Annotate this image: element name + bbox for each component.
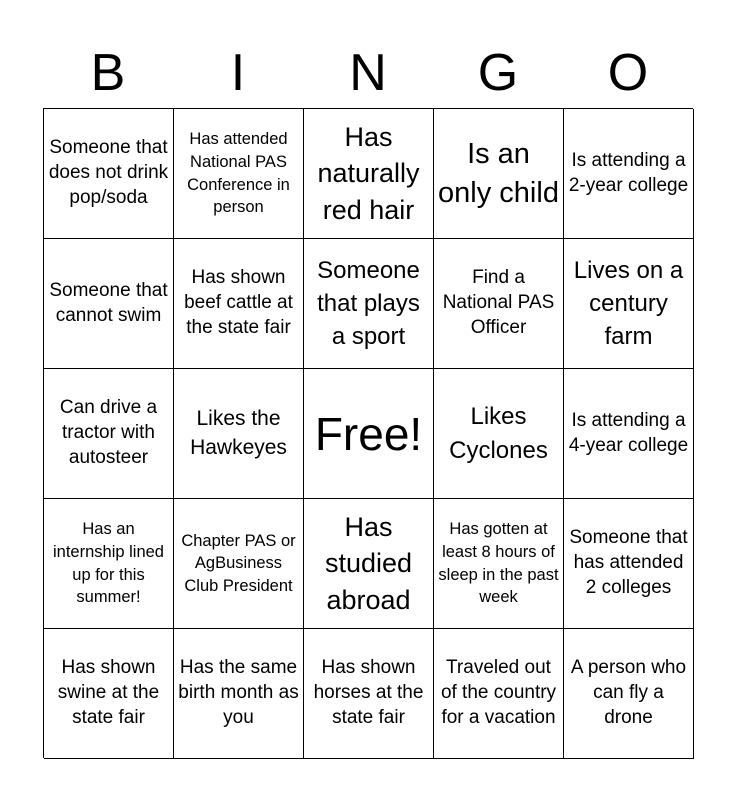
bingo-cell: A person who can fly a drone (564, 629, 694, 759)
bingo-cell: Find a National PAS Officer (434, 239, 564, 369)
bingo-cell: Has shown beef cattle at the state fair (174, 239, 304, 369)
bingo-cell: Has an internship lined up for this summer! (44, 499, 174, 629)
header-letter-g: G (477, 44, 519, 102)
bingo-cell: Has shown swine at the state fair (44, 629, 174, 759)
bingo-cell: Is an only child (434, 109, 564, 239)
bingo-cell: Has attended National PAS Conference in person (174, 109, 304, 239)
bingo-cell: Chapter PAS or AgBusiness Club President (174, 499, 304, 629)
bingo-cell: Likes Cyclones (434, 369, 564, 499)
bingo-header (43, 40, 693, 106)
bingo-cell: Is attending a 2-year college (564, 109, 694, 239)
header-letter-o: O (607, 44, 649, 102)
bingo-cell: Someone that plays a sport (304, 239, 434, 369)
bingo-cell: Has naturally red hair (304, 109, 434, 239)
bingo-cell: Has the same birth month as you (174, 629, 304, 759)
header-letter-n: N (349, 44, 387, 102)
bingo-cell: Traveled out of the country for a vacation (434, 629, 564, 759)
header-letter-b: B (90, 44, 126, 102)
bingo-cell: Lives on a century farm (564, 239, 694, 369)
bingo-cell: Can drive a tractor with autosteer (44, 369, 174, 499)
bingo-cell: Has gotten at least 8 hours of sleep in the past week (434, 499, 564, 629)
bingo-cell: Has studied abroad (304, 499, 434, 629)
bingo-cell: Someone that does not drink pop/soda (44, 109, 174, 239)
bingo-grid (43, 108, 693, 758)
bingo-cell: Someone that cannot swim (44, 239, 174, 369)
header-letter-i: I (230, 44, 246, 102)
bingo-cell: Likes the Hawkeyes (174, 369, 304, 499)
bingo-cell: Someone that has attended 2 colleges (564, 499, 694, 629)
bingo-cell: Has shown horses at the state fair (304, 629, 434, 759)
bingo-cell: Is attending a 4-year college (564, 369, 694, 499)
free-space: Free! (304, 369, 434, 499)
